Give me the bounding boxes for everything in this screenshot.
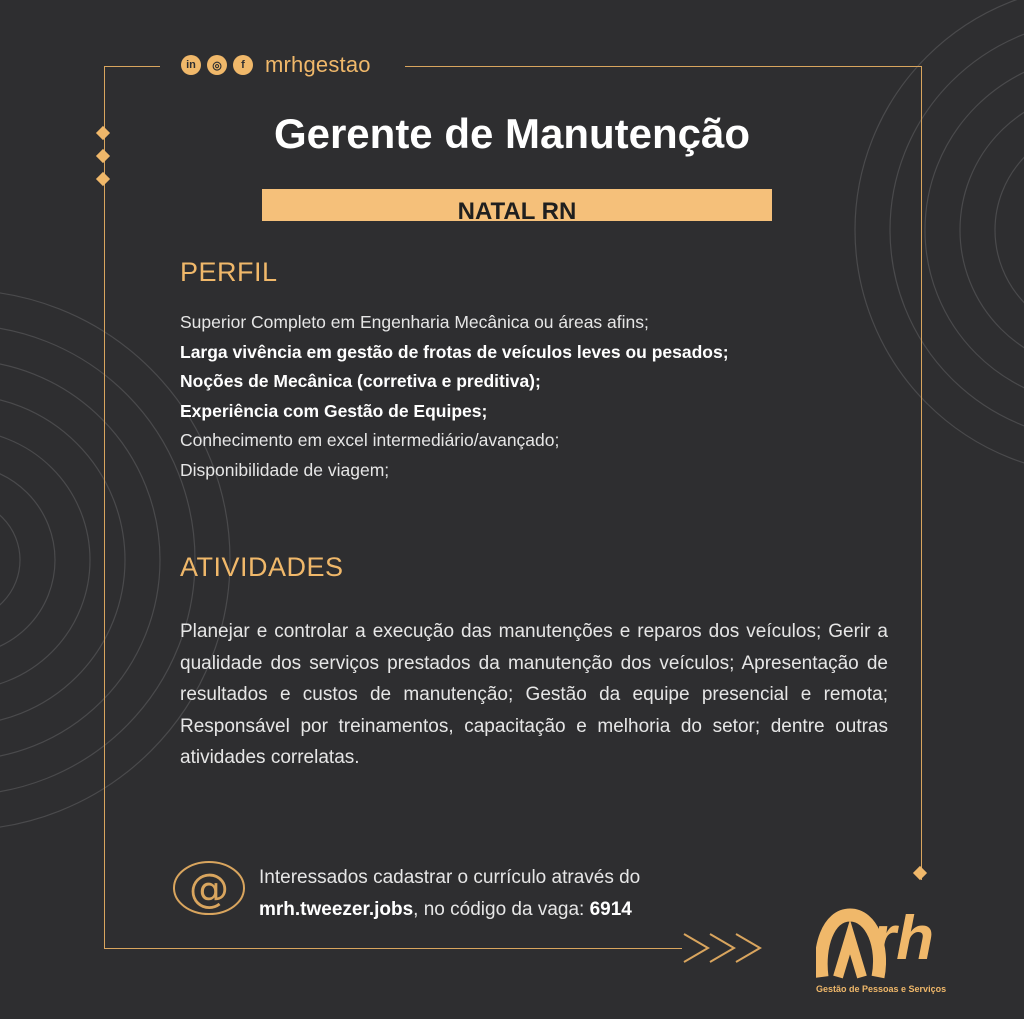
chevron-arrows-icon [680,930,770,966]
social-handle[interactable]: mrhgestao [265,52,371,77]
perfil-item: Superior Completo em Engenharia Mecânica ou áreas afins; [180,312,649,332]
social-header [181,51,371,79]
linkedin-icon[interactable]: in [181,55,201,75]
mrh-logo [812,895,972,1005]
perfil-item: Conhecimento em excel intermediário/avançado; [180,430,560,450]
atividades-text: Planejar e controlar a execução das manutenções e reparos dos veículos; Gerir a qualidade dos serviços prestados da manutenção dos veículos; Apresentação de resultados e custos de manutenção; Gestão da equipe presencial e remota; Responsável por treinamentos, capacitação e melhoria do setor; dentre outras atividades correlatas. [180,621,888,768]
facebook-icon[interactable]: f [233,55,253,75]
logo-rh: rh [872,904,934,973]
svg-text:@: @ [189,866,229,912]
atividades-heading: ATIVIDADES [180,552,344,582]
application-site-link[interactable]: mrh.tweezer.jobs [259,898,414,920]
logo-tagline: Gestão de Pessoas e Serviços [816,984,947,994]
perfil-item: Disponibilidade de viagem; [180,459,390,480]
perfil-heading: PERFIL [180,257,278,287]
perfil-item: Larga vivência em gestão de frotas de veículos leves ou pesados; [180,341,729,362]
perfil-item: Experiência com Gestão de Equipes; [180,400,488,421]
contact-info [259,862,839,925]
perfil-list [180,308,729,485]
contact-intro: Interessados cadastrar o currículo através do [259,867,641,888]
location-text: NATAL RN [457,198,577,221]
location-banner [262,189,772,221]
job-title: Gerente de Manutenção [273,110,751,157]
job-code: 6914 [589,898,632,920]
perfil-item: Noções de Mecânica (corretiva e preditiva); [180,371,541,391]
instagram-icon[interactable]: ◎ [207,55,227,75]
decorative-frame-bottom [104,948,682,949]
code-label: , no código da vaga: [413,898,590,920]
at-sign-icon [172,860,246,916]
